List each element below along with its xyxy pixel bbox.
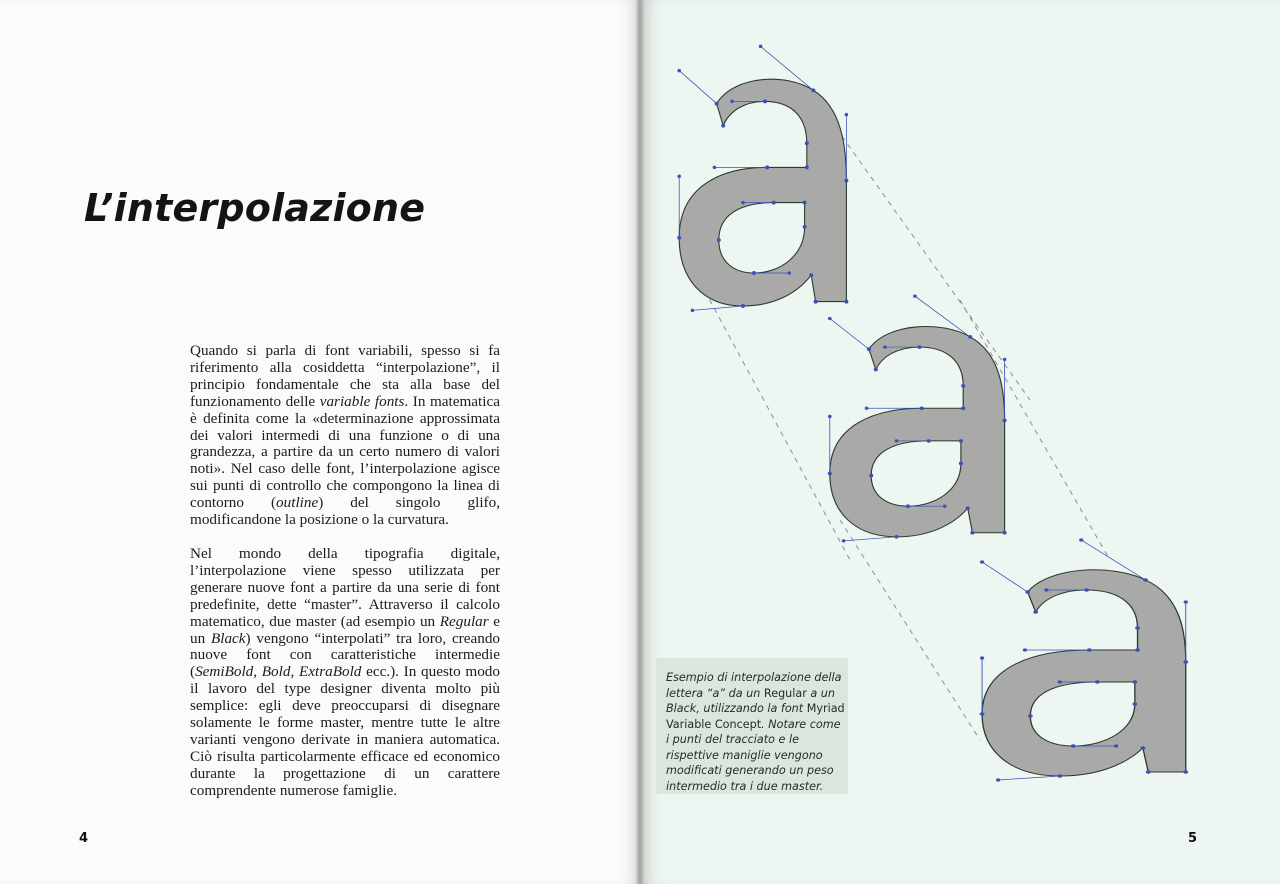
control-handle	[982, 562, 1028, 592]
control-point	[1071, 744, 1076, 748]
control-point	[1084, 588, 1089, 592]
paragraph-2	[190, 546, 500, 800]
control-point	[811, 88, 815, 92]
handle-point	[1114, 744, 1118, 747]
control-point	[1183, 660, 1188, 664]
handle-point	[787, 271, 791, 275]
control-point	[1087, 648, 1092, 652]
control-point	[906, 504, 910, 508]
paragraph-1-run: ) del singolo glifo, modificandone la posizione o la curvatura.	[190, 494, 500, 529]
control-point	[874, 368, 878, 372]
handle-point	[741, 201, 745, 205]
figure-caption	[666, 670, 846, 794]
control-point	[894, 535, 898, 539]
control-point	[968, 335, 972, 339]
caption-run: Regular	[763, 686, 807, 700]
control-point	[717, 238, 721, 242]
control-point	[809, 273, 813, 277]
handle-point	[1079, 538, 1083, 541]
control-point	[741, 304, 745, 308]
control-point	[961, 384, 965, 388]
control-point	[959, 462, 963, 466]
handle-point	[730, 100, 734, 104]
control-point	[715, 102, 719, 106]
handle-point	[759, 45, 763, 49]
handle-point	[883, 345, 887, 348]
control-point	[1135, 648, 1140, 652]
control-point	[805, 141, 809, 145]
control-handle	[830, 319, 869, 350]
paragraph-1	[190, 343, 500, 529]
paragraph-2-run: ) vengono “interpolati” tra loro, creando nuove font con caratteristiche intermedie (	[190, 629, 501, 681]
handle-point	[713, 166, 717, 170]
control-point	[1028, 714, 1033, 718]
handle-point	[980, 656, 984, 659]
control-point	[961, 406, 965, 410]
paragraph-1-run: Quando si parla di font variabili, spesso si fa riferimento alla cosiddetta “interpolazione”, il principio fondamentale che sta alla base del funzionamento delle	[190, 342, 500, 410]
control-point	[917, 345, 921, 349]
paragraph-2-run: Regular	[439, 612, 489, 630]
handle-point	[677, 174, 681, 178]
handle-point	[828, 415, 832, 418]
page-number-right: 5	[1188, 831, 1198, 846]
handle-point	[677, 69, 681, 73]
control-point	[867, 347, 871, 351]
control-point	[805, 165, 809, 169]
control-point	[966, 506, 970, 510]
handle-point	[691, 309, 695, 313]
control-point	[1140, 746, 1145, 750]
handle-point	[943, 505, 947, 508]
control-point	[1143, 578, 1148, 582]
control-point	[677, 236, 681, 240]
control-point	[765, 165, 769, 169]
control-point	[1003, 419, 1007, 423]
control-point	[920, 406, 924, 410]
handle-point	[1003, 358, 1007, 361]
handle-point	[1023, 648, 1027, 651]
handle-point	[1058, 680, 1062, 683]
handle-point	[1044, 588, 1048, 591]
control-point	[1132, 680, 1137, 684]
paragraph-2-run: Black	[210, 629, 246, 647]
control-point	[980, 712, 985, 716]
control-point	[959, 439, 963, 443]
glyph-a-black	[980, 538, 1189, 781]
handle-point	[913, 294, 917, 297]
control-point	[1146, 770, 1151, 774]
caption-run: Myriad Variable Concept	[666, 702, 845, 731]
control-point	[1183, 770, 1188, 774]
control-point	[844, 179, 848, 183]
control-point	[828, 472, 832, 476]
handle-point	[996, 778, 1000, 781]
control-point	[1095, 680, 1100, 684]
control-point	[927, 439, 931, 443]
body-text	[190, 343, 500, 800]
handle-point	[828, 317, 832, 320]
page-number-left: 4	[79, 831, 89, 846]
handle-point	[865, 407, 869, 410]
glyph-a-intermediate	[828, 294, 1007, 542]
control-point	[814, 300, 818, 304]
control-point	[1033, 610, 1038, 614]
handle-point	[895, 439, 899, 442]
paragraph-2-run: SemiBold, Bold, ExtraBold	[195, 663, 362, 681]
control-point	[772, 201, 776, 205]
caption-run: . Notare come i punti del tracciato e le rispettive maniglie vengono modificati generando un peso intermedio tra i due master.	[666, 717, 841, 793]
control-point	[721, 124, 725, 128]
paragraph-1-run: . In matematica è definita come la «determinazione approssimata dei valori intermedi di una funzione o di una grandezza, a partire da un certo numero di valori noti». Nel caso delle font, l’interpolazione agisce sui punti di controllo che compongono la linea di contorno (	[190, 392, 500, 512]
glyph-a-regular	[677, 45, 848, 313]
control-point	[1132, 702, 1137, 706]
paragraph-2-run: ecc.). In questo modo il lavoro del type designer diventa molto più semplice: egli deve preoccuparsi di disegnare solamente le forme master, mentre tutte le altre varianti vengono derivate in maniera automatica. Ciò risulta particolarmente efficace ed economico durante la progettazione di un carattere comprendente numerose famiglie.	[190, 663, 500, 799]
control-point	[1003, 531, 1007, 535]
control-point	[844, 300, 848, 304]
control-point	[1025, 590, 1030, 594]
control-point	[803, 201, 807, 205]
control-point	[763, 99, 767, 103]
handle-point	[1184, 600, 1188, 603]
handle-point	[980, 560, 984, 563]
control-point	[752, 271, 756, 275]
chapter-title: L’interpolazione	[84, 186, 426, 230]
caption-run: a un Black, utilizzando la font	[666, 686, 835, 715]
handle-point	[842, 539, 846, 542]
control-handle	[998, 776, 1060, 780]
control-point	[1135, 626, 1140, 630]
paragraph-2-run: e un	[190, 612, 500, 647]
paragraph-2-run: Nel mondo della tipografia digitale, l’interpolazione viene spesso utilizzata per generare nuove font a partire da una serie di font predefinite, dette “master”. Attraverso il calcolo matematico, due master (ad esempio un	[190, 544, 500, 630]
paragraph-1-run: outline	[276, 494, 319, 512]
handle-point	[845, 113, 849, 117]
paragraph-1-run: variable fonts	[319, 392, 405, 410]
control-point	[970, 531, 974, 535]
control-handle	[679, 71, 716, 104]
control-point	[1057, 774, 1062, 778]
caption-run: Esempio di interpolazione della lettera “a” da un	[666, 671, 842, 700]
control-point	[869, 474, 873, 478]
control-point	[803, 225, 807, 229]
control-handle	[692, 306, 743, 310]
